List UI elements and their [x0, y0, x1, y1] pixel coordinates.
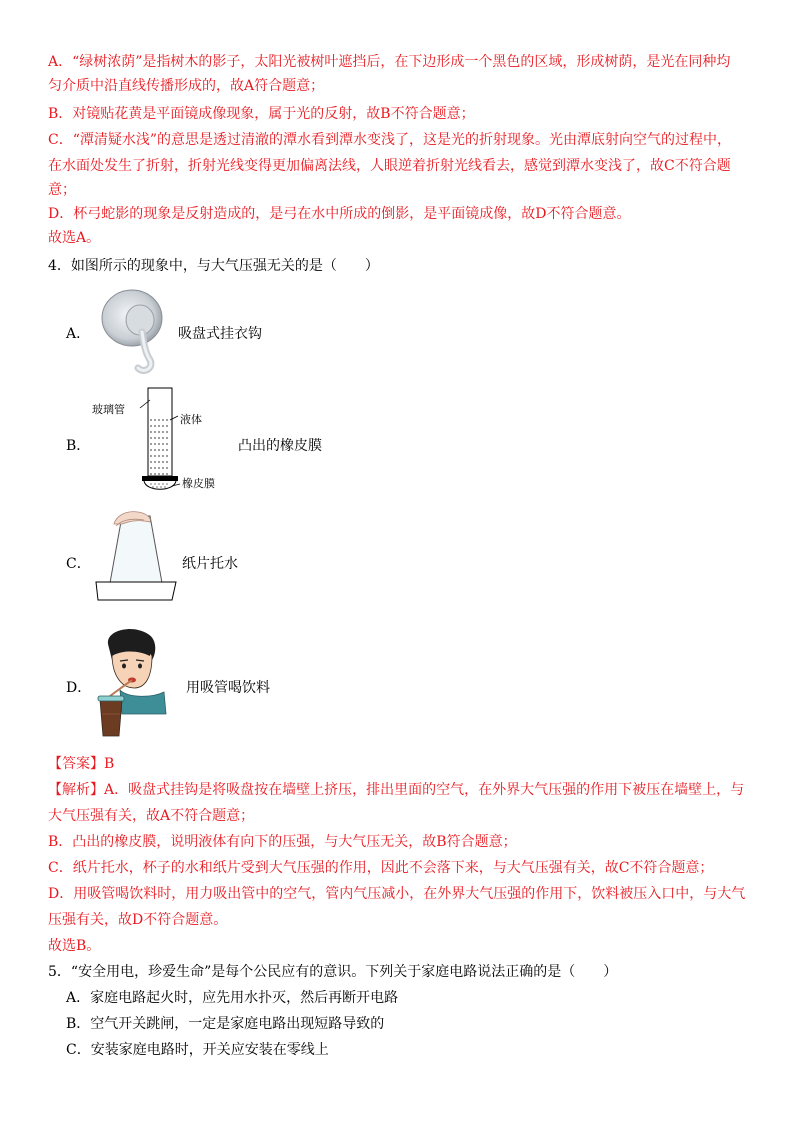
- analysis-line: D．用吸管喝饮料时，用力吸出管中的空气，管内气压减小，在外界大气压强的作用下，饮料被压入口中，与大气: [48, 886, 746, 902]
- option-d-letter: D．: [66, 680, 92, 696]
- prev-analysis-line: 匀介质中沿直线传播形成的，故A符合题意；: [48, 78, 325, 94]
- analysis-line: [48, 780, 744, 800]
- figure-b-liquid-label: 液体: [180, 413, 202, 426]
- option-b-letter: B．: [66, 438, 91, 454]
- prev-analysis-line: A．“绿树浓荫”是指树木的影子，太阳光被树叶遮挡后，在下边形成一个黑色的区域，形成树荫，是光在同种均: [48, 54, 731, 70]
- prev-analysis-line: D．杯弓蛇影的现象是反射造成的，是弓在水中所成的倒影，是平面镜成像，故D不符合题意。: [48, 206, 631, 222]
- answer-tag: 【答案】: [48, 756, 104, 772]
- figure-b-membrane-label: 橡皮膜: [182, 477, 215, 490]
- q5-option-b: B．空气开关跳闸，一定是家庭电路出现短路导致的: [66, 1016, 385, 1032]
- analysis-conclusion: 故选B。: [48, 938, 101, 954]
- option-c-text: 纸片托水: [182, 556, 238, 572]
- paper-holds-water-illustration: [92, 506, 178, 606]
- option-a-text: 吸盘式挂衣钩: [178, 326, 262, 342]
- option-d-text: 用吸管喝饮料: [186, 680, 270, 696]
- prev-analysis-line: C．“潭清疑水浅”的意思是透过清澈的潭水看到潭水变浅了，这是光的折射现象。光由潭底射向空气的过程中，: [48, 132, 732, 148]
- prev-analysis-line: 意；: [48, 182, 76, 198]
- analysis-line: B．凸出的橡皮膜，说明液体有向下的压强，与大气压无关，故B符合题意；: [48, 834, 517, 850]
- q5-option-a: A．家庭电路起火时，应先用水扑灭，然后再断开电路: [66, 990, 399, 1006]
- answer-value: B: [104, 756, 115, 772]
- boy-drinking-straw-illustration: [92, 624, 168, 740]
- option-a-letter: A．: [66, 326, 91, 342]
- question-5-stem: 5．“安全用电，珍爱生命”是每个公民应有的意识。下列关于家庭电路说法正确的是（ ）: [48, 964, 618, 980]
- analysis-line: C．纸片托水，杯子的水和纸片受到大气压强的作用，因此不会落下来，与大气压强有关，故C不符合题意；: [48, 860, 714, 876]
- option-b-text: 凸出的橡皮膜: [238, 438, 322, 454]
- prev-analysis-line: 在水面处发生了折射，折射光线变得更加偏离法线，人眼逆着折射光线看去，感觉到潭水变浅了，故C不符合题: [48, 158, 731, 174]
- analysis-text: A．吸盘式挂钩是将吸盘按在墙壁上挤压，排出里面的空气，在外界大气压强的作用下被压在墙壁上，与: [104, 782, 745, 798]
- prev-analysis-conclusion: 故选A。: [48, 230, 101, 246]
- question-4-stem: 4．如图所示的现象中，与大气压强无关的是（ ）: [48, 258, 379, 274]
- prev-analysis-line: B．对镜贴花黄是平面镜成像现象，属于光的反射，故B不符合题意；: [48, 106, 475, 122]
- analysis-line: 大气压强有关，故A不符合题意；: [48, 808, 255, 824]
- analysis-line: 压强有关，故D不符合题意。: [48, 912, 228, 928]
- analysis-tag: 【解析】: [48, 782, 104, 798]
- suction-hook-illustration: [98, 288, 178, 378]
- answer-line: [48, 754, 114, 774]
- figure-b-tube-label: 玻璃管: [92, 403, 125, 416]
- option-c-letter: C．: [66, 556, 91, 572]
- q5-option-c: C．安装家庭电路时，开关应安装在零线上: [66, 1042, 329, 1058]
